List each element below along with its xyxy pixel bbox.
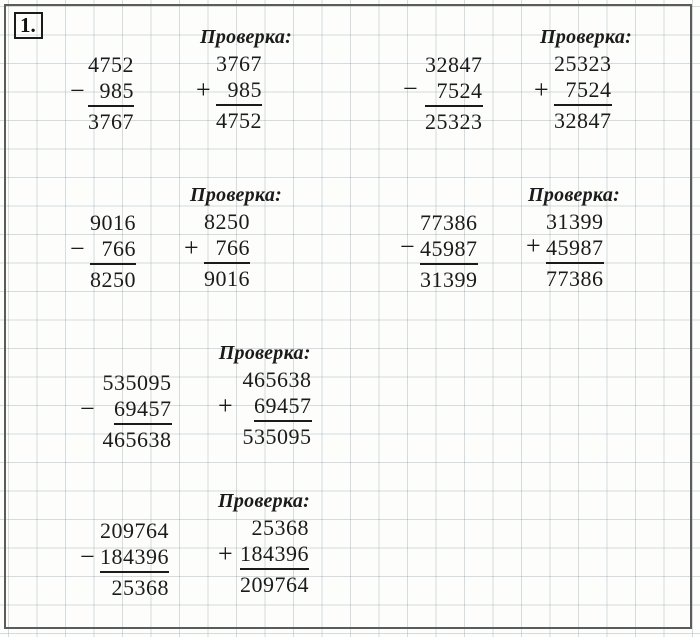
calc-rows bbox=[196, 51, 262, 134]
operand-2: 69457 bbox=[254, 393, 312, 422]
calc-p4-check bbox=[528, 184, 620, 292]
result: 535095 bbox=[242, 424, 312, 449]
operand-1: 4752 bbox=[88, 52, 134, 77]
operator-minus-icon: − bbox=[70, 234, 85, 263]
calc-rows bbox=[80, 518, 169, 601]
operator-plus-icon: + bbox=[196, 75, 211, 104]
calc-p1-subtraction bbox=[70, 52, 134, 135]
check-label: Проверка: bbox=[540, 26, 633, 48]
calc-rows bbox=[400, 210, 478, 293]
calc-rows bbox=[218, 515, 309, 598]
calc-p3-check bbox=[184, 184, 283, 292]
result: 4752 bbox=[216, 108, 262, 133]
operand-1: 31399 bbox=[546, 209, 604, 234]
operand-1: 465638 bbox=[242, 367, 312, 392]
check-label: Проверка: bbox=[200, 26, 293, 48]
calc-p6-check bbox=[218, 490, 310, 598]
operand-2: 766 bbox=[204, 235, 250, 264]
calc-p1-check bbox=[196, 26, 293, 134]
exercise-number: 1. bbox=[14, 12, 43, 39]
operand-1: 32847 bbox=[425, 52, 483, 77]
operand-2: 985 bbox=[88, 78, 134, 107]
operator-plus-icon: + bbox=[218, 391, 233, 420]
calc-rows bbox=[70, 52, 134, 135]
operand-2: 184396 bbox=[240, 541, 309, 570]
calc-p4-subtraction bbox=[400, 210, 478, 293]
operand-1: 77386 bbox=[420, 210, 478, 235]
operand-1: 8250 bbox=[204, 209, 250, 234]
operand-1: 3767 bbox=[216, 51, 262, 76]
operator-plus-icon: + bbox=[218, 539, 233, 568]
result: 25323 bbox=[425, 109, 483, 134]
result: 32847 bbox=[554, 108, 612, 133]
result: 25368 bbox=[111, 575, 169, 600]
check-label: Проверка: bbox=[190, 184, 283, 206]
operand-1: 25323 bbox=[554, 51, 612, 76]
result: 209764 bbox=[240, 572, 309, 597]
calc-p2-check bbox=[534, 26, 633, 134]
calc-rows bbox=[526, 209, 604, 292]
calc-rows bbox=[70, 210, 136, 293]
operator-minus-icon: − bbox=[80, 542, 95, 571]
operator-minus-icon: − bbox=[403, 74, 418, 103]
result: 3767 bbox=[88, 109, 134, 134]
calc-p5-check bbox=[218, 342, 312, 450]
operand-2: 184396 bbox=[100, 544, 169, 573]
result: 465638 bbox=[102, 427, 172, 452]
operand-1: 25368 bbox=[251, 515, 309, 540]
check-label: Проверка: bbox=[528, 184, 621, 206]
operand-2: 69457 bbox=[114, 396, 172, 425]
operand-2: 766 bbox=[90, 236, 136, 265]
operator-plus-icon: + bbox=[534, 75, 549, 104]
result: 8250 bbox=[90, 267, 136, 292]
operator-minus-icon: − bbox=[80, 394, 95, 423]
calc-rows bbox=[403, 52, 483, 135]
operand-2: 7524 bbox=[554, 77, 612, 106]
calc-rows bbox=[80, 370, 172, 453]
operator-minus-icon: − bbox=[70, 76, 85, 105]
check-label: Проверка: bbox=[218, 490, 311, 512]
calc-p6-subtraction bbox=[80, 518, 169, 601]
operand-2: 45987 bbox=[420, 236, 478, 265]
operand-2: 7524 bbox=[425, 78, 483, 107]
operator-minus-icon: − bbox=[400, 232, 415, 261]
result: 9016 bbox=[204, 266, 250, 291]
calc-p2-subtraction bbox=[403, 52, 483, 135]
result: 77386 bbox=[546, 266, 604, 291]
operand-1: 535095 bbox=[102, 370, 172, 395]
operator-plus-icon: + bbox=[526, 231, 541, 260]
check-label: Проверка: bbox=[218, 342, 311, 364]
calc-p5-subtraction bbox=[80, 370, 172, 453]
operand-1: 209764 bbox=[100, 518, 169, 543]
calc-rows bbox=[184, 209, 250, 292]
calc-rows bbox=[218, 367, 312, 450]
operand-2: 45987 bbox=[546, 235, 604, 264]
operand-2: 985 bbox=[216, 77, 262, 106]
result: 31399 bbox=[420, 267, 478, 292]
calc-p3-subtraction bbox=[70, 210, 136, 293]
operand-1: 9016 bbox=[90, 210, 136, 235]
operator-plus-icon: + bbox=[184, 233, 199, 262]
calc-rows bbox=[534, 51, 612, 134]
